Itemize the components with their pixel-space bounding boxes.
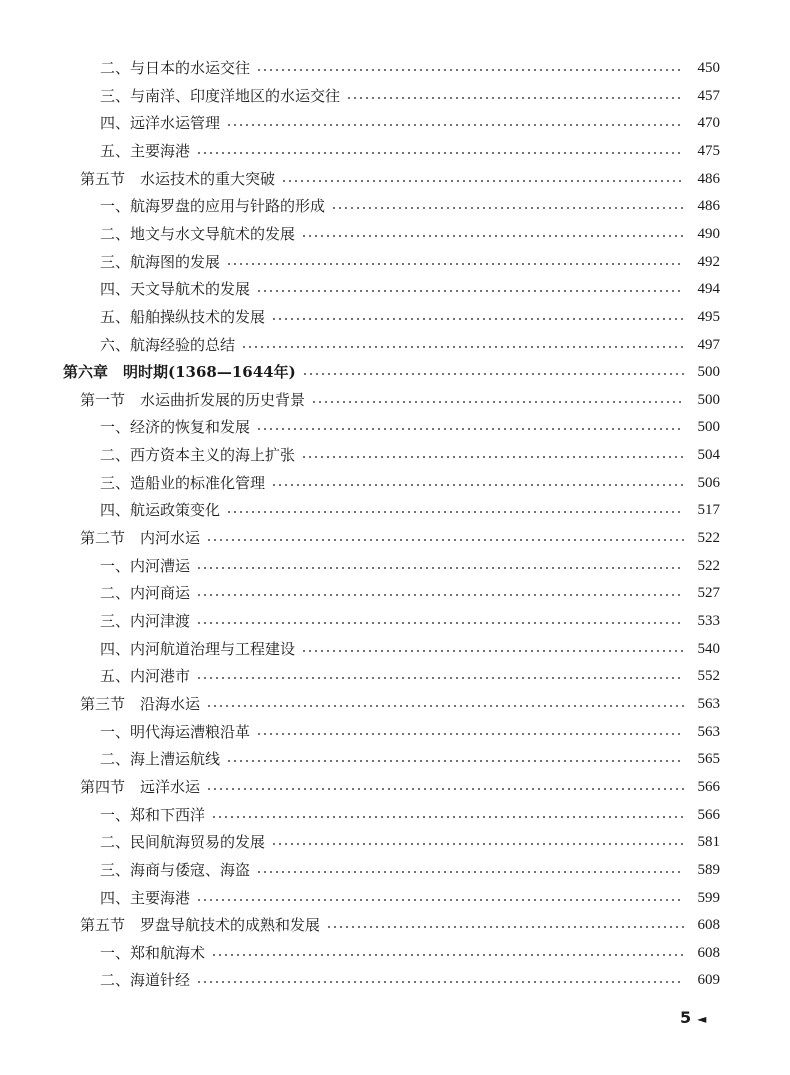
toc-entry-item xyxy=(100,220,720,248)
toc-entry-item xyxy=(100,939,720,967)
toc-entry-item xyxy=(100,552,720,580)
dot-leader xyxy=(226,760,684,762)
dot-leader xyxy=(241,346,684,348)
toc-entry-page: 506 xyxy=(697,475,720,491)
dot-leader xyxy=(346,97,684,99)
dot-leader xyxy=(331,207,684,209)
toc-entry-title: 第三节 沿海水运 xyxy=(80,695,201,713)
dot-leader xyxy=(256,290,684,292)
toc-entry-item xyxy=(100,745,720,773)
dot-leader xyxy=(196,594,684,596)
toc-entry-title: 四、内河航道治理与工程建设 xyxy=(100,640,296,658)
toc-entry-page: 486 xyxy=(697,198,720,214)
toc-entry-page: 457 xyxy=(697,88,720,104)
dot-leader xyxy=(256,428,684,430)
toc-entry-page: 563 xyxy=(697,696,720,712)
toc-entry-title: 一、郑和下西洋 xyxy=(100,806,206,824)
dot-leader xyxy=(196,899,684,901)
dot-leader xyxy=(196,567,684,569)
left-triangle-icon: ◄ xyxy=(697,1012,707,1026)
toc-entry-item xyxy=(100,828,720,856)
toc-entry-item xyxy=(100,275,720,303)
toc-entry-title: 二、地文与水文导航术的发展 xyxy=(100,225,296,243)
toc-entry-item xyxy=(100,109,720,137)
toc-entry-title: 六、航海经验的总结 xyxy=(100,336,236,354)
toc-entry-title: 一、内河漕运 xyxy=(100,557,191,575)
dot-leader xyxy=(271,843,684,845)
toc-entry-item xyxy=(100,856,720,884)
toc-entry-page: 475 xyxy=(697,143,720,159)
toc-entry-page: 490 xyxy=(697,226,720,242)
toc-entry-page: 599 xyxy=(697,890,720,906)
toc-entry-page: 566 xyxy=(697,779,720,795)
page-number xyxy=(680,1006,706,1030)
toc-entry-page: 497 xyxy=(697,337,720,353)
toc-entry-title: 一、经济的恢复和发展 xyxy=(100,418,251,436)
toc-entry-title: 第二节 内河水运 xyxy=(80,529,201,547)
dot-leader xyxy=(271,318,684,320)
toc-entry-title: 三、海商与倭寇、海盗 xyxy=(100,861,251,879)
page-number-value: 5 xyxy=(680,1008,692,1027)
toc-entry-page: 533 xyxy=(697,613,720,629)
toc-entry-page: 517 xyxy=(697,502,720,518)
toc-entry-page: 565 xyxy=(697,751,720,767)
dot-leader xyxy=(281,180,684,182)
toc-entry-page: 500 xyxy=(697,392,720,408)
toc-entry-page: 495 xyxy=(697,309,720,325)
toc-entry-title: 二、与日本的水运交往 xyxy=(100,59,251,77)
toc-entry-title: 五、主要海港 xyxy=(100,142,191,160)
toc-entry-page: 500 xyxy=(697,364,720,380)
toc-entry-title: 第五节 水运技术的重大突破 xyxy=(80,170,276,188)
toc-entry-page: 563 xyxy=(697,724,720,740)
dot-leader xyxy=(256,733,684,735)
toc-entry-title: 二、海道针经 xyxy=(100,971,191,989)
toc-entry-page: 470 xyxy=(697,115,720,131)
toc-entry-item xyxy=(100,54,720,82)
toc-entry-title: 第六章 明时期(1368—1644年) xyxy=(63,363,296,381)
dot-leader xyxy=(196,677,684,679)
dot-leader xyxy=(196,622,684,624)
toc-entry-chapter xyxy=(63,358,720,386)
toc-entry-page: 589 xyxy=(697,862,720,878)
dot-leader xyxy=(226,511,684,513)
toc-entry-page: 608 xyxy=(697,945,720,961)
toc-entry-item xyxy=(100,884,720,912)
toc-entry-item xyxy=(100,441,720,469)
dot-leader xyxy=(256,69,684,71)
toc-entry-title: 第一节 水运曲折发展的历史背景 xyxy=(80,391,306,409)
toc-entry-title: 一、明代海运漕粮沿革 xyxy=(100,723,251,741)
toc-entry-title: 二、内河商运 xyxy=(100,584,191,602)
toc-entry-page: 450 xyxy=(697,60,720,76)
toc-entry-item xyxy=(100,469,720,497)
toc-entry-item xyxy=(100,192,720,220)
toc-entry-item xyxy=(100,801,720,829)
toc-entry-title: 五、内河港市 xyxy=(100,667,191,685)
dot-leader xyxy=(301,235,684,237)
dot-leader xyxy=(211,954,684,956)
dot-leader xyxy=(196,981,684,983)
toc-entry-item xyxy=(100,331,720,359)
toc-entry-title: 三、与南洋、印度洋地区的水运交往 xyxy=(100,87,341,105)
toc-entry-title: 一、郑和航海术 xyxy=(100,944,206,962)
toc-entry-title: 一、航海罗盘的应用与针路的形成 xyxy=(100,197,326,215)
toc-entry-page: 494 xyxy=(697,281,720,297)
toc-entry-title: 五、船舶操纵技术的发展 xyxy=(100,308,266,326)
toc-entry-title: 四、远洋水运管理 xyxy=(100,114,221,132)
dot-leader xyxy=(226,124,684,126)
toc-entry-section xyxy=(80,773,720,801)
toc-entry-page: 581 xyxy=(697,834,720,850)
toc-entry-item xyxy=(100,82,720,110)
dot-leader xyxy=(271,484,684,486)
toc-entry-item xyxy=(100,303,720,331)
toc-entry-item xyxy=(100,579,720,607)
dot-leader xyxy=(301,650,684,652)
toc-entry-page: 609 xyxy=(697,972,720,988)
toc-entry-section xyxy=(80,911,720,939)
toc-entry-item xyxy=(100,607,720,635)
toc-entry-title: 二、西方资本主义的海上扩张 xyxy=(100,446,296,464)
toc-entry-title: 四、天文导航术的发展 xyxy=(100,280,251,298)
toc-entry-title: 三、航海图的发展 xyxy=(100,253,221,271)
toc-entry-title: 四、主要海港 xyxy=(100,889,191,907)
toc-entry-page: 527 xyxy=(697,585,720,601)
toc-entry-item xyxy=(100,496,720,524)
dot-leader xyxy=(211,816,684,818)
toc-entry-title: 第五节 罗盘导航技术的成熟和发展 xyxy=(80,916,321,934)
dot-leader xyxy=(206,705,684,707)
toc-entry-page: 540 xyxy=(697,641,720,657)
toc-entry-title: 二、民间航海贸易的发展 xyxy=(100,833,266,851)
toc-entry-page: 486 xyxy=(697,171,720,187)
toc-entry-title: 四、航运政策变化 xyxy=(100,501,221,519)
dot-leader xyxy=(196,152,684,154)
toc-entry-item xyxy=(100,137,720,165)
toc-entry-item xyxy=(100,635,720,663)
toc-entry-title: 三、内河津渡 xyxy=(100,612,191,630)
toc-entry-section xyxy=(80,690,720,718)
toc-entry-title: 三、造船业的标准化管理 xyxy=(100,474,266,492)
toc-entry-section xyxy=(80,386,720,414)
toc-entry-page: 522 xyxy=(697,530,720,546)
dot-leader xyxy=(256,871,684,873)
toc-entry-item xyxy=(100,718,720,746)
toc-entry-title: 二、海上漕运航线 xyxy=(100,750,221,768)
dot-leader xyxy=(226,263,684,265)
toc-entry-item xyxy=(100,248,720,276)
toc-entry-page: 492 xyxy=(697,254,720,270)
toc-entry-section xyxy=(80,165,720,193)
toc-entry-page: 504 xyxy=(697,447,720,463)
dot-leader xyxy=(302,373,684,375)
dot-leader xyxy=(206,788,684,790)
dot-leader xyxy=(326,926,684,928)
toc-entry-page: 500 xyxy=(697,419,720,435)
toc-entry-page: 522 xyxy=(697,558,720,574)
toc-entry-page: 552 xyxy=(697,668,720,684)
dot-leader xyxy=(311,401,684,403)
toc-entry-item xyxy=(100,662,720,690)
toc-entry-item xyxy=(100,413,720,441)
dot-leader xyxy=(301,456,684,458)
toc-entry-page: 608 xyxy=(697,917,720,933)
dot-leader xyxy=(206,539,684,541)
toc-entry-item xyxy=(100,966,720,994)
toc-entry-page: 566 xyxy=(697,807,720,823)
toc-entry-section xyxy=(80,524,720,552)
toc-entry-title: 第四节 远洋水运 xyxy=(80,778,201,796)
